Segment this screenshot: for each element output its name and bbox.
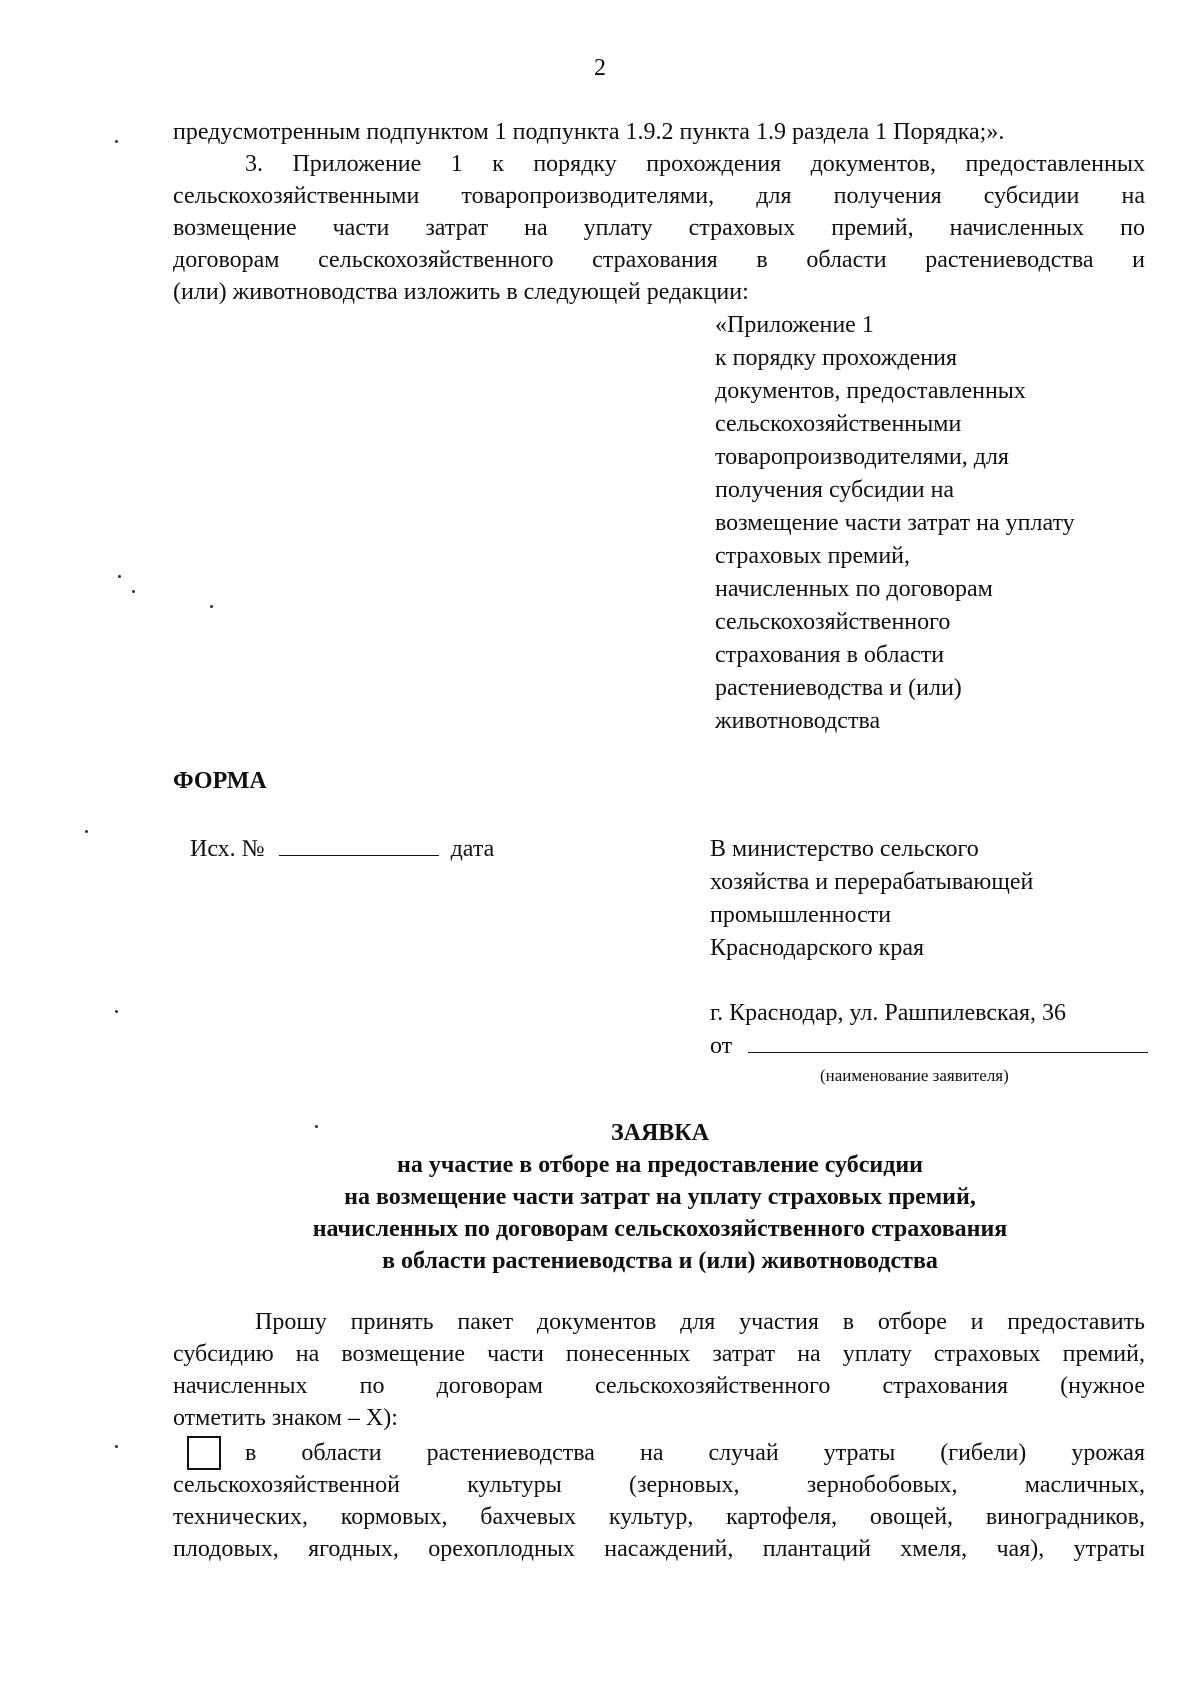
- intro-paragraph-line: договорам сельскохозяйственного страхования в области растениеводства и: [173, 247, 1145, 273]
- request-line: Прошу принять пакет документов для участия в отборе и предоставить: [255, 1309, 1145, 1335]
- intro-paragraph-line: 3. Приложение 1 к порядку прохождения документов, предоставленных: [245, 151, 1145, 177]
- from-label: от: [710, 1033, 733, 1059]
- intro-paragraph-line: возмещение части затрат на уплату страховых премий, начисленных по: [173, 215, 1145, 241]
- application-subtitle-line: на возмещение части затрат на уплату страховых премий,: [344, 1184, 976, 1210]
- intro-line: предусмотренным подпунктом 1 подпункта 1.9.2 пункта 1.9 раздела 1 Порядка;».: [173, 119, 1005, 145]
- request-line: субсидию на возмещение части понесенных затрат на уплату страховых премий,: [173, 1341, 1145, 1367]
- option-line: технических, кормовых, бахчевых культур, картофеля, овощей, виноградников,: [173, 1504, 1145, 1530]
- form-label: ФОРМА: [173, 768, 267, 794]
- date-label: дата: [450, 836, 495, 862]
- attachment-line: документов, предоставленных: [715, 378, 1026, 404]
- outgoing-number-label: Исх. №: [190, 836, 265, 862]
- attachment-line: животноводства: [715, 708, 881, 734]
- attachment-line: растениеводства и (или): [715, 675, 962, 701]
- attachment-line: возмещение части затрат на уплату: [715, 510, 1075, 536]
- crop-insurance-checkbox[interactable]: [187, 1436, 221, 1470]
- addressee-line: хозяйства и перерабатывающей: [710, 869, 1034, 895]
- applicant-row: [710, 1030, 1180, 1062]
- scan-speck: [115, 1010, 118, 1013]
- addressee-line: промышленности: [710, 902, 892, 928]
- applicant-caption: (наименование заявителя): [820, 1066, 1009, 1085]
- application-subtitle-line: начисленных по договорам сельскохозяйственного страхования: [312, 1216, 1008, 1242]
- option-line: в области растениеводства на случай утраты (гибели) урожая: [245, 1440, 1145, 1466]
- addressee-line: Краснодарского края: [710, 935, 925, 961]
- attachment-line: начисленных по договорам: [715, 576, 993, 602]
- option-line: сельскохозяйственной культуры (зерновых, зернобобовых, масличных,: [173, 1472, 1145, 1498]
- outgoing-number-field[interactable]: [279, 833, 439, 856]
- addressee-line: В министерство сельского: [710, 836, 979, 862]
- request-line: отметить знаком – Х):: [173, 1405, 398, 1431]
- scan-speck: [115, 1445, 118, 1448]
- scan-speck: [115, 140, 118, 143]
- attachment-line: страховых премий,: [715, 543, 910, 569]
- scan-speck: [85, 830, 88, 833]
- scan-speck: [315, 1125, 318, 1128]
- attachment-line: «Приложение 1: [715, 312, 874, 338]
- attachment-line: к порядку прохождения: [715, 345, 957, 371]
- application-title: ЗАЯВКА: [610, 1120, 710, 1146]
- addressee-address: г. Краснодар, ул. Рашпилевская, 36: [710, 1000, 1067, 1026]
- attachment-line: товаропроизводителями, для: [715, 444, 1009, 470]
- attachment-line: получения субсидии на: [715, 477, 955, 503]
- attachment-line: сельскохозяйственного: [715, 609, 951, 635]
- applicant-name-field[interactable]: [748, 1030, 1148, 1053]
- outgoing-number-row: [190, 833, 494, 865]
- application-subtitle-line: в области растениеводства и (или) животноводства: [382, 1248, 938, 1274]
- request-line: начисленных по договорам сельскохозяйственного страхования (нужное: [173, 1373, 1145, 1399]
- option-line: плодовых, ягодных, орехоплодных насаждений, плантаций хмеля, чая), утраты: [173, 1536, 1145, 1562]
- scan-speck: [118, 575, 121, 578]
- application-subtitle-line: на участие в отборе на предоставление субсидии: [397, 1152, 923, 1178]
- attachment-line: сельскохозяйственными: [715, 411, 962, 437]
- scan-speck: [210, 605, 213, 608]
- intro-paragraph-line: сельскохозяйственными товаропроизводителями, для получения субсидии на: [173, 183, 1145, 209]
- attachment-line: страхования в области: [715, 642, 945, 668]
- scan-speck: [132, 590, 135, 593]
- intro-paragraph-line: (или) животноводства изложить в следующей редакции:: [173, 279, 749, 305]
- page-number: 2: [594, 55, 606, 81]
